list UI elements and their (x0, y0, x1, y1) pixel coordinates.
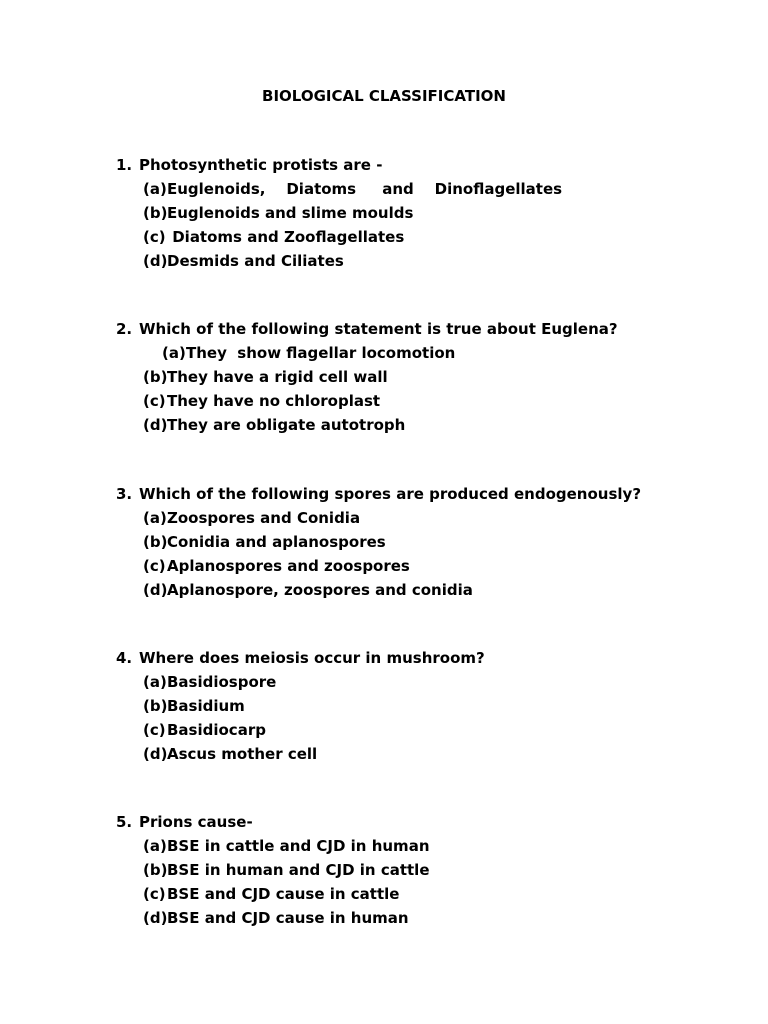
question-text: Which of the following statement is true about Euglena? (139, 320, 618, 338)
option-d (116, 413, 736, 437)
question-number: 2. (116, 320, 133, 338)
question-stem (116, 810, 736, 834)
option-d (116, 742, 736, 766)
option-text: Basidium (167, 697, 245, 715)
option-text: Aplanospores and zoospores (167, 557, 410, 575)
question-1 (116, 153, 736, 273)
option-text: BSE and CJD cause in cattle (167, 885, 400, 903)
option-text: Ascus mother cell (167, 745, 318, 763)
option-label: (d) (143, 745, 168, 763)
option-d (116, 578, 736, 602)
question-text: Photosynthetic protists are - (139, 156, 383, 174)
question-text: Which of the following spores are produced endogenously? (139, 485, 642, 503)
question-stem (116, 646, 736, 670)
question-stem (116, 153, 736, 177)
option-label: (c) (143, 228, 166, 246)
option-text: They have a rigid cell wall (167, 368, 388, 386)
option-label: (b) (143, 533, 168, 551)
question-4 (116, 646, 736, 766)
option-b (116, 530, 736, 554)
option-text: Euglenoids, Diatoms and Dinoflagellates (167, 180, 563, 198)
option-label: (b) (143, 204, 168, 222)
option-label: (a) (143, 673, 167, 691)
option-text: They are obligate autotroph (167, 416, 406, 434)
option-text: Euglenoids and slime moulds (167, 204, 414, 222)
option-c (116, 882, 736, 906)
option-text: Diatoms and Zooflagellates (167, 228, 405, 246)
option-label: (c) (143, 721, 166, 739)
question-2 (116, 317, 736, 437)
option-label: (c) (143, 885, 166, 903)
option-text: BSE in cattle and CJD in human (167, 837, 430, 855)
option-label: (d) (143, 252, 168, 270)
option-b (116, 858, 736, 882)
option-text: Desmids and Ciliates (167, 252, 344, 270)
option-label: (b) (143, 861, 168, 879)
option-label: (b) (143, 697, 168, 715)
question-5 (116, 810, 736, 930)
option-label: (a) (143, 180, 167, 198)
option-b (116, 694, 736, 718)
option-label: (a) (143, 509, 167, 527)
question-text: Where does meiosis occur in mushroom? (139, 649, 485, 667)
question-number: 1. (116, 156, 133, 174)
question-number: 3. (116, 485, 133, 503)
option-label: (a) (162, 344, 186, 362)
option-label: (d) (143, 416, 168, 434)
option-d (116, 249, 736, 273)
option-c (116, 225, 736, 249)
option-b (116, 365, 736, 389)
option-label: (c) (143, 392, 166, 410)
option-text: BSE in human and CJD in cattle (167, 861, 430, 879)
option-text: They show flagellar locomotion (186, 344, 456, 362)
option-a (116, 341, 736, 365)
question-3 (116, 482, 736, 602)
option-label: (d) (143, 909, 168, 927)
option-label: (b) (143, 368, 168, 386)
question-stem (116, 317, 736, 341)
option-text: Basidiocarp (167, 721, 266, 739)
option-d (116, 906, 736, 930)
option-label: (d) (143, 581, 168, 599)
option-c (116, 389, 736, 413)
option-a (116, 834, 736, 858)
option-text: They have no chloroplast (167, 392, 381, 410)
option-a (116, 670, 736, 694)
option-label: (c) (143, 557, 166, 575)
option-text: Basidiospore (167, 673, 277, 691)
question-text: Prions cause- (139, 813, 253, 831)
option-label: (a) (143, 837, 167, 855)
option-text: BSE and CJD cause in human (167, 909, 409, 927)
option-a (116, 506, 736, 530)
question-number: 5. (116, 813, 133, 831)
option-text: Conidia and aplanospores (167, 533, 386, 551)
question-stem (116, 482, 736, 506)
question-number: 4. (116, 649, 133, 667)
option-text: Zoospores and Conidia (167, 509, 361, 527)
option-b (116, 201, 736, 225)
page-title: BIOLOGICAL CLASSIFICATION (262, 87, 506, 105)
option-a (116, 177, 736, 201)
option-c (116, 554, 736, 578)
option-text: Aplanospore, zoospores and conidia (167, 581, 473, 599)
option-c (116, 718, 736, 742)
